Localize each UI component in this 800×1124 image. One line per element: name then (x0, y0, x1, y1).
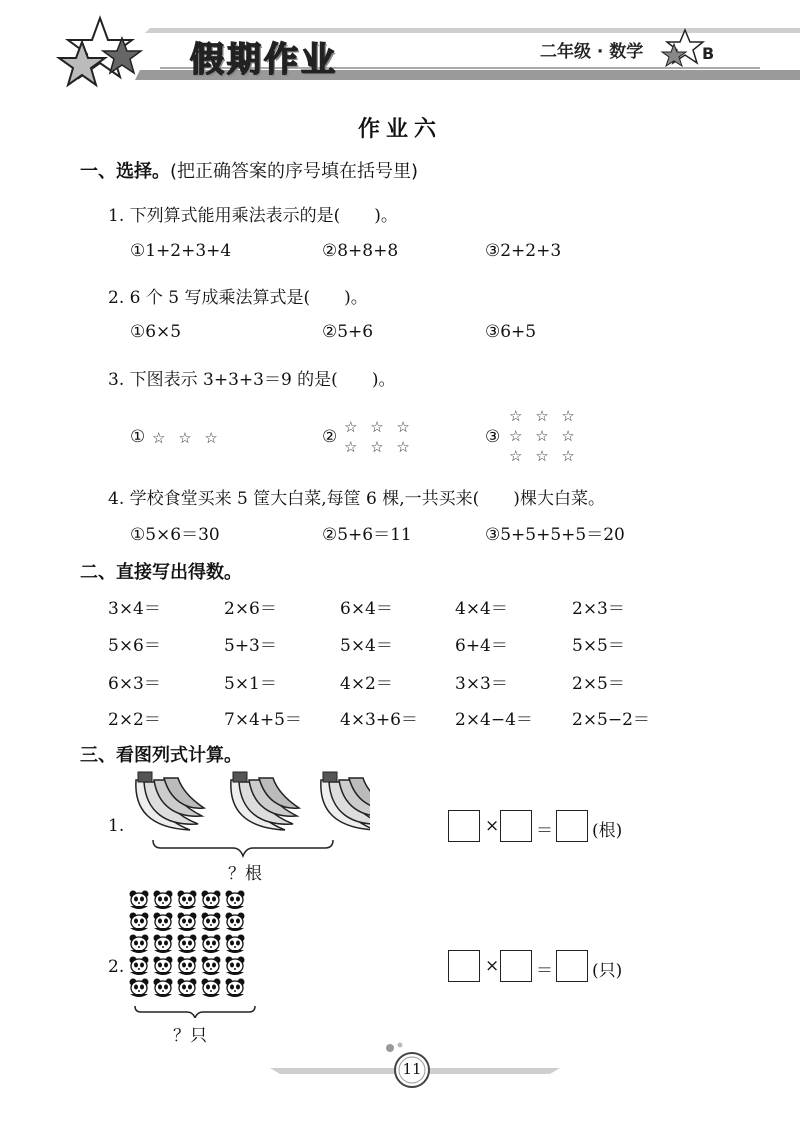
calc-item: 2×6＝ (224, 599, 277, 619)
panda-icon (130, 913, 149, 932)
q2-option-2: ②5+6 (322, 322, 374, 342)
panda-icon (130, 979, 149, 998)
panda-icon (226, 891, 245, 910)
panda-icon (202, 891, 221, 910)
answer-box-2b[interactable] (500, 950, 532, 982)
panda-icon (202, 913, 221, 932)
panda-icon (154, 891, 173, 910)
section1-note: (把正确答案的序号填在括号里) (170, 161, 419, 182)
header-subtitle: 二年级 · 数学 (540, 42, 644, 62)
calc-item: 2×5＝ (572, 674, 625, 694)
q4-option-1: ①5×6＝30 (130, 525, 220, 545)
times-sign: × (485, 956, 500, 976)
answer-box-1c[interactable] (556, 810, 588, 842)
banana-picture (125, 770, 370, 865)
panda-picture (125, 888, 275, 1018)
picture-item-2-number: 2. (108, 957, 125, 977)
panda-icon (178, 979, 197, 998)
calc-item: 3×4＝ (108, 599, 161, 619)
banana-bunch-icon (136, 772, 204, 830)
panda-icon (130, 891, 149, 910)
panda-icon (178, 891, 197, 910)
calc-item: 6×3＝ (108, 674, 161, 694)
brace-label-1: ？根 (228, 864, 262, 884)
equals-sign: ＝ (536, 821, 553, 841)
panda-icon (178, 957, 197, 976)
q2-option-1: ①6×5 (130, 322, 182, 342)
banana-bunch-icon (231, 772, 299, 830)
q2-option-3: ③6+5 (485, 322, 537, 342)
star-row: ☆ ☆ ☆ (344, 418, 414, 436)
brace-icon (153, 840, 333, 856)
calc-item: 5×6＝ (108, 636, 161, 656)
small-star-icon (662, 30, 703, 66)
calc-item: 3×3＝ (455, 674, 508, 694)
q3-option-2: ② (322, 427, 338, 447)
section1-heading (80, 157, 418, 183)
answer-box-1a[interactable] (448, 810, 480, 842)
calc-item: 2×3＝ (572, 599, 625, 619)
question-2: 2. 6 个 5 写成乘法算式是( )。 (108, 288, 368, 308)
unit-label-2: (只) (592, 961, 623, 981)
calc-item: 4×4＝ (455, 599, 508, 619)
dot-icon (386, 1044, 394, 1052)
header-badge: B (702, 44, 715, 63)
panda-icon (178, 913, 197, 932)
star-row: ☆ ☆ ☆ (509, 427, 579, 445)
star-row: ☆ ☆ ☆ (152, 429, 222, 447)
q1-option-1: ①1+2+3+4 (130, 241, 232, 261)
panda-icon (202, 957, 221, 976)
panda-icon (226, 979, 245, 998)
section3-heading: 三、看图列式计算。 (80, 745, 242, 766)
unit-label-1: (根) (592, 821, 623, 841)
answer-box-1b[interactable] (500, 810, 532, 842)
calc-item: 6+4＝ (455, 636, 508, 656)
section2-heading: 二、直接写出得数。 (80, 562, 242, 583)
q3-option-1-stars (152, 428, 222, 448)
brace-icon (135, 1006, 255, 1018)
brace-label-2: ？只 (173, 1026, 207, 1046)
star-row: ☆ ☆ ☆ (509, 447, 579, 465)
picture-item-1-number: 1. (108, 816, 125, 836)
panda-icon (226, 957, 245, 976)
answer-box-2a[interactable] (448, 950, 480, 982)
panda-icon (154, 913, 173, 932)
page-header (0, 0, 800, 110)
question-4: 4. 学校食堂买来 5 筐大白菜,每筐 6 棵,一共买来( )棵大白菜。 (108, 489, 605, 509)
q1-option-3: ③2+2+3 (485, 241, 562, 261)
question-1: 1. 下列算式能用乘法表示的是( )。 (108, 206, 398, 226)
panda-icon (154, 957, 173, 976)
star-row: ☆ ☆ ☆ (509, 407, 579, 425)
q3-option-3-stars (509, 406, 579, 466)
calc-item: 7×4+5＝ (224, 710, 302, 730)
q4-option-3: ③5+5+5+5＝20 (485, 525, 625, 545)
q3-option-3: ③ (485, 427, 501, 447)
q3-option-1: ① (130, 427, 146, 447)
panda-icon (178, 935, 197, 954)
panda-icon (154, 979, 173, 998)
calc-item: 4×3+6＝ (340, 710, 418, 730)
dot-icon (398, 1043, 403, 1048)
header-decoration (0, 0, 800, 110)
calc-item: 5×1＝ (224, 674, 277, 694)
panda-icon (226, 913, 245, 932)
calc-item: 5×5＝ (572, 636, 625, 656)
page-title: 作业六 (357, 116, 442, 142)
q4-option-2: ②5+6＝11 (322, 525, 412, 545)
banana-bunch-icon (321, 772, 370, 830)
question-3: 3. 下图表示 3+3+3＝9 的是( )。 (108, 370, 396, 390)
equals-sign: ＝ (536, 961, 553, 981)
calc-item: 6×4＝ (340, 599, 393, 619)
panda-icon (202, 935, 221, 954)
q3-option-2-stars (344, 417, 414, 457)
page-number: 11 (402, 1060, 422, 1078)
panda-icon (154, 935, 173, 954)
panda-icon (130, 957, 149, 976)
calc-item: 4×2＝ (340, 674, 393, 694)
calc-item: 5+3＝ (224, 636, 277, 656)
header-title: 假期作业 (190, 40, 338, 80)
calc-item: 2×4−4＝ (455, 710, 533, 730)
panda-icon (202, 979, 221, 998)
panda-icon (226, 935, 245, 954)
q1-option-2: ②8+8+8 (322, 241, 399, 261)
section1-heading-text: 一、选择。 (80, 161, 170, 182)
panda-icon (130, 935, 149, 954)
calc-item: 5×4＝ (340, 636, 393, 656)
answer-box-2c[interactable] (556, 950, 588, 982)
star-row: ☆ ☆ ☆ (344, 438, 414, 456)
calc-item: 2×2＝ (108, 710, 161, 730)
star-cluster-icon (59, 18, 141, 85)
times-sign: × (485, 816, 500, 836)
calc-item: 2×5−2＝ (572, 710, 650, 730)
